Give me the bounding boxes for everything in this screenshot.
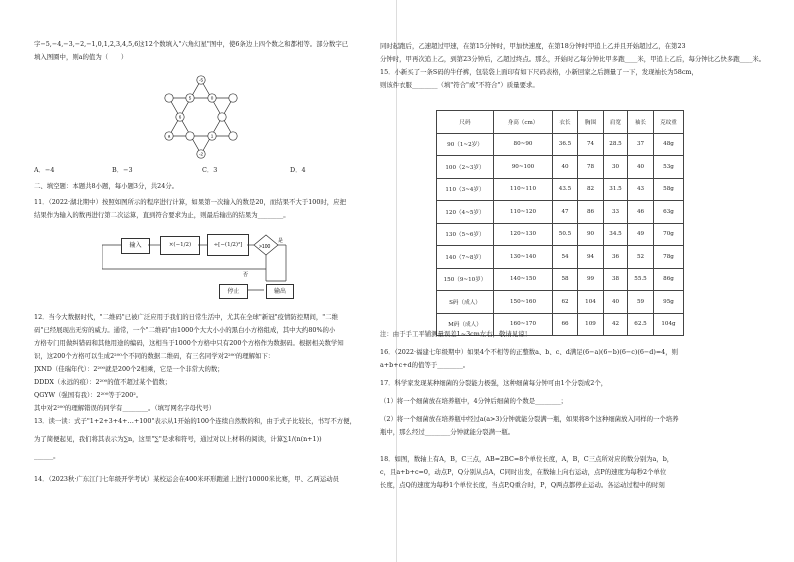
table-cell: 150~160 [494, 291, 553, 314]
table-cell: 40 [604, 291, 628, 314]
flow-condition-label: >100 [259, 244, 271, 250]
hex-number: -5 [198, 77, 204, 83]
q16-text-line: a+b+c+d的值等于________。 [380, 361, 470, 369]
table-row [437, 246, 684, 269]
table-cell: 40 [553, 156, 578, 179]
table-cell: 59 [628, 291, 654, 314]
q17-text-line: 17．科学家发现某种细菌的分裂能力极强，这种细菌每分钟可由1个分裂成2个， [380, 379, 608, 387]
table-cell: 28.5 [604, 133, 628, 156]
table-cell: 47 [553, 201, 578, 224]
table-cell: 120~130 [494, 223, 553, 246]
table-cell: 130~140 [494, 246, 553, 269]
table-cell: 40 [628, 156, 654, 179]
table-cell: 160~170 [494, 313, 553, 336]
q12-option: DDDX（永远的痕）：2²⁰⁰的值不超过某个值数； [34, 378, 172, 386]
table-header-cell: 胸围 [578, 111, 604, 134]
answer-options [34, 164, 384, 177]
q17-text-line: （2）将一个细菌放在培养瓶中经过a(a>3)分钟就能分裂满一瓶，如果将8个这种细菌放入同样的一个培养 [380, 415, 679, 423]
table-cell: 46 [628, 201, 654, 224]
table-cell: 42 [604, 313, 628, 336]
flow-divide-box: ÷[−(1/2)²] [207, 234, 249, 256]
table-cell: 82 [578, 178, 604, 201]
table-cell: 78 [578, 156, 604, 179]
table-cell: 150（9~10岁） [437, 268, 494, 291]
hex-number: 6 [178, 114, 182, 120]
table-header-row [437, 111, 684, 134]
table-cell: 109 [578, 313, 604, 336]
option-d: D．4 [290, 166, 306, 174]
table-cell: 49 [628, 223, 654, 246]
option-b: B．−3 [112, 166, 133, 174]
table-row [437, 133, 684, 156]
flow-yes-label: 是 [278, 238, 284, 244]
table-cell: 38 [604, 268, 628, 291]
hex-number: 5 [188, 95, 192, 101]
table-header-cell: 衣长 [553, 111, 578, 134]
table-cell: 55.5 [628, 268, 654, 291]
q17-text-line: （1）将一个细菌放在培养瓶中，4分钟后细菌的个数是________； [380, 397, 568, 405]
section-heading: 二、填空题：本题共8小题，每小题3分，共24分。 [34, 182, 179, 190]
table-cell: 120（4~5岁） [437, 201, 494, 224]
table-cell: S码（成人） [437, 291, 494, 314]
table-header-cell: 袖长 [628, 111, 654, 134]
table-cell: 53g [654, 156, 684, 179]
table-cell: 36 [604, 246, 628, 269]
table-cell: 30 [604, 156, 628, 179]
table-header-cell: 身高（cm） [494, 111, 553, 134]
q18-text-line: c，且a+b+c=0，动点P，Q分别从点A，C同时出发，在数轴上向右运动，点P的速度为每秒2个单位 [380, 468, 667, 476]
table-row [437, 291, 684, 314]
table-row [437, 178, 684, 201]
table-header-cell: 克纹重 [654, 111, 684, 134]
q12-text-line: 码"已经展现出无穷的威力。通常，一个"二维码"由1000个大大小小的黑白小方格组成，其中大约80%的小 [34, 326, 336, 334]
q15-text-line: 15．小新买了一条S码的牛仔裤，包装袋上面印有如下尺码表格，小新回家之后测量了一下，发现袖长为58cm， [380, 68, 698, 76]
table-cell: 43.5 [553, 178, 578, 201]
table-cell: 110（3~4岁） [437, 178, 494, 201]
table-cell: 140~150 [494, 268, 553, 291]
table-cell: 34.5 [604, 223, 628, 246]
table-cell: 58 [553, 268, 578, 291]
q12-option: QGYW（强国有我）：2²⁰⁰等于200²。 [34, 391, 143, 399]
option-a: A．−4 [34, 166, 55, 174]
table-cell: 80~90 [494, 133, 553, 156]
table-cell: 140（7~8岁） [437, 246, 494, 269]
table-cell: 74 [578, 133, 604, 156]
q18-text-line: 18．如图，数轴上有A，B，C三点，AB=2BC=8个单位长度，A，B，C三点所对应的数分别为a，b， [380, 455, 674, 463]
q13-text-line: 13．读一读：式子"1+2+3+4+…+100"表示从1开始的100个连续自然数的和，由于式子比较长，书写不方便， [34, 417, 356, 425]
q11-text-line: 11．（2022·湖北期中）按照如图所示的程序进行计算，如果第一次输入的数是20，而结果不大于100时，应把 [34, 198, 346, 206]
table-cell: 52 [628, 246, 654, 269]
table-header-cell: 尺码 [437, 111, 494, 134]
table-cell: 33 [604, 201, 628, 224]
q15-text-line: 则该件衣服________（填"符合"或"不符合"）质量要求。 [380, 81, 539, 89]
table-cell: 63g [654, 201, 684, 224]
q12-text-line: 识，这200个方格可以生成2²⁰⁰个不同的数据二维码，有三名同学对2²⁰⁰的理解如下： [34, 352, 275, 360]
q13-text-line: ______。 [34, 452, 60, 460]
table-cell: 31.5 [604, 178, 628, 201]
q10-text-line: 字−5,−4,−3,−2,−1,0,1,2,3,4,5,6这12个数填入"六角幻星"图中，使6条边上四个数之和都相等。部分数字已 [34, 40, 349, 48]
table-cell: 78g [654, 246, 684, 269]
flow-no-label: 否 [243, 272, 249, 278]
table-row [437, 223, 684, 246]
q12-text-line: 其中对2²⁰⁰的理解错误的同学有________。（填写网名字母代号） [34, 404, 216, 412]
q14-text-line: 14．（2023秋·广东江门七年级开学考试）某校运会在400米环形跑道上进行10000米比赛，甲、乙两运动员 [34, 475, 339, 483]
q13-text-line: 为了简便起见，我们将其表示为∑n，这里"∑"是求和符号，通过对以上材料的阅读，计算∑1/(n(n+1)) [34, 435, 322, 443]
table-cell: 36.5 [553, 133, 578, 156]
table-cell: 110~110 [494, 178, 553, 201]
hexagram-figure [160, 74, 242, 160]
table-row [437, 156, 684, 179]
table-cell: 62.5 [628, 313, 654, 336]
size-table [436, 110, 684, 336]
table-note: 注：由于手工平铺测量误差1~3cm左右，敬请见谅！ [380, 330, 531, 338]
flow-output-box: 输出 [266, 284, 294, 299]
table-cell: 70g [654, 223, 684, 246]
table-cell: 104 [578, 291, 604, 314]
table-cell: 86g [654, 268, 684, 291]
option-c: C．3 [202, 166, 218, 174]
hex-number: -2 [198, 151, 204, 157]
table-cell: M码（成人） [437, 313, 494, 336]
q14-text-line: 同时起跑后，乙速超过甲速，在第15分钟时，甲加快速度，在第18分钟时甲追上乙并且开始超过乙，在第23 [380, 42, 686, 50]
table-cell: 58g [654, 178, 684, 201]
hex-number: 0 [210, 95, 214, 101]
q14-text-line: 分钟时，甲再次追上乙，到第23分钟后，乙超过终点。那么，开始时乙每分钟比甲多跑____米，甲追上乙后，每分钟比乙快多跑____米。 [380, 55, 766, 63]
hex-number: 1 [210, 133, 214, 139]
table-cell: 100（2~3岁） [437, 156, 494, 179]
q16-text-line: 16．（2022·福建七年级期中）如果4个不相等的正整数a、b、c、d满足(6−a)(6−b)(6−c)(6−d)=4，则 [380, 348, 679, 356]
q17-text-line: 瓶中，那么经过________分钟就能分裂满一瓶。 [380, 428, 515, 436]
table-cell: 99 [578, 268, 604, 291]
q12-text-line: 方格专门用做纠错码和其他用途的编码，这相当于1000个方格中只有200个方格作为数据码。根据相关数学知 [34, 339, 344, 347]
table-cell: 90 [578, 223, 604, 246]
table-cell: 110~120 [494, 201, 553, 224]
flow-stop-box: 停止 [219, 284, 248, 299]
table-cell: 86 [578, 201, 604, 224]
table-cell: 62 [553, 291, 578, 314]
table-cell: 90~100 [494, 156, 553, 179]
table-cell: 37 [628, 133, 654, 156]
table-cell: 43 [628, 178, 654, 201]
table-cell: 95g [654, 291, 684, 314]
table-row [437, 268, 684, 291]
q12-text-line: 12．当今大数据时代，"二维码"已被广泛应用于我们的日常生活中，尤其在全球"新冠"疫情防控期间，"二维 [34, 313, 339, 321]
q12-option: JXND（佳瑞年代）：2²⁰⁰就是200个2相乘，它是一个非常大的数； [34, 365, 224, 373]
table-header-cell: 肩宽 [604, 111, 628, 134]
q11-text-line: 结果作为输入的数再进行第二次运算，直到符合要求为止，则最后输出的结果为________。 [34, 211, 290, 219]
table-cell: 90（1~2岁） [437, 133, 494, 156]
hex-number: a [167, 133, 171, 139]
table-cell: 48g [654, 133, 684, 156]
table-cell: 50.5 [553, 223, 578, 246]
table-row [437, 201, 684, 224]
table-cell: 66 [553, 313, 578, 336]
q10-text-line: 填入图圈中，则a的值为（ ） [34, 53, 128, 61]
flow-multiply-box: ×(−1/2) [160, 236, 200, 255]
table-cell: 104g [654, 313, 684, 336]
table-cell: 130（5~6岁） [437, 223, 494, 246]
table-cell: 54 [553, 246, 578, 269]
flow-input-box: 输入 [121, 238, 150, 254]
table-cell: 94 [578, 246, 604, 269]
q18-text-line: 长度，点Q的速度为每秒1个单位长度，当点P,Q重合时，P，Q两点都停止运动。各运动过程中的时刻 [380, 481, 665, 489]
